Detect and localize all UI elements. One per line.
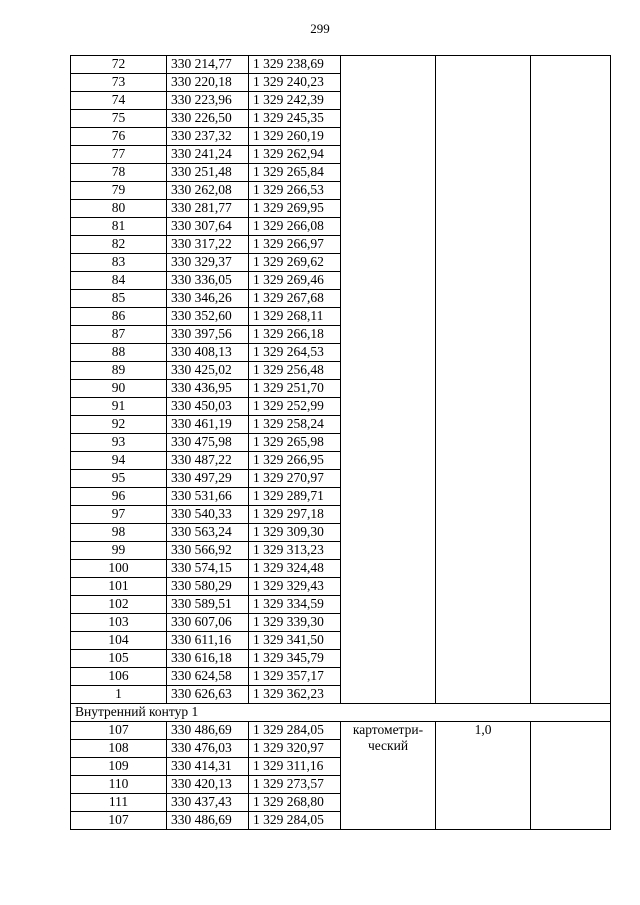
coordinate-y: 1 329 269,62 — [249, 254, 341, 272]
coordinate-y: 1 329 251,70 — [249, 380, 341, 398]
coordinate-x: 330 486,69 — [167, 812, 249, 830]
coordinate-x: 330 317,22 — [167, 236, 249, 254]
coordinate-y: 1 329 266,53 — [249, 182, 341, 200]
point-number: 93 — [71, 434, 167, 452]
point-number: 96 — [71, 488, 167, 506]
coordinate-x: 330 563,24 — [167, 524, 249, 542]
coordinate-x: 330 307,64 — [167, 218, 249, 236]
point-number: 79 — [71, 182, 167, 200]
coordinate-y: 1 329 309,30 — [249, 524, 341, 542]
point-number: 107 — [71, 812, 167, 830]
point-number: 90 — [71, 380, 167, 398]
coordinate-x: 330 336,05 — [167, 272, 249, 290]
coordinate-x: 330 414,31 — [167, 758, 249, 776]
coordinate-y: 1 329 313,23 — [249, 542, 341, 560]
coordinate-y: 1 329 265,84 — [249, 164, 341, 182]
coordinate-y: 1 329 324,48 — [249, 560, 341, 578]
coordinates-table — [70, 55, 611, 830]
point-number: 80 — [71, 200, 167, 218]
coordinate-x: 330 437,43 — [167, 794, 249, 812]
point-number: 109 — [71, 758, 167, 776]
coordinate-x: 330 475,98 — [167, 434, 249, 452]
coordinate-y: 1 329 242,39 — [249, 92, 341, 110]
description-cell — [531, 722, 611, 830]
coordinate-y: 1 329 284,05 — [249, 722, 341, 740]
coordinate-y: 1 329 357,17 — [249, 668, 341, 686]
coordinate-y: 1 329 329,43 — [249, 578, 341, 596]
coordinate-x: 330 476,03 — [167, 740, 249, 758]
point-number: 72 — [71, 56, 167, 74]
point-number: 104 — [71, 632, 167, 650]
coordinate-x: 330 487,22 — [167, 452, 249, 470]
coordinate-y: 1 329 266,18 — [249, 326, 341, 344]
coordinate-x: 330 281,77 — [167, 200, 249, 218]
coordinate-x: 330 540,33 — [167, 506, 249, 524]
coordinate-x: 330 220,18 — [167, 74, 249, 92]
coordinate-y: 1 329 341,50 — [249, 632, 341, 650]
coordinate-x: 330 626,63 — [167, 686, 249, 704]
coordinate-y: 1 329 297,18 — [249, 506, 341, 524]
point-number: 91 — [71, 398, 167, 416]
point-number: 99 — [71, 542, 167, 560]
point-number: 84 — [71, 272, 167, 290]
coordinate-y: 1 329 311,16 — [249, 758, 341, 776]
coordinate-y: 1 329 362,23 — [249, 686, 341, 704]
point-number: 97 — [71, 506, 167, 524]
coordinate-x: 330 214,77 — [167, 56, 249, 74]
coordinate-x: 330 589,51 — [167, 596, 249, 614]
point-number: 111 — [71, 794, 167, 812]
coordinate-y: 1 329 252,99 — [249, 398, 341, 416]
coordinate-y: 1 329 258,24 — [249, 416, 341, 434]
coordinate-x: 330 624,58 — [167, 668, 249, 686]
table-row — [71, 722, 611, 740]
point-number: 108 — [71, 740, 167, 758]
coordinate-x: 330 223,96 — [167, 92, 249, 110]
point-number: 77 — [71, 146, 167, 164]
coordinate-x: 330 420,13 — [167, 776, 249, 794]
point-number: 95 — [71, 470, 167, 488]
method-text-line1: картометри- — [352, 722, 424, 737]
coordinate-x: 330 450,03 — [167, 398, 249, 416]
point-number: 83 — [71, 254, 167, 272]
coordinate-x: 330 241,24 — [167, 146, 249, 164]
coordinate-y: 1 329 245,35 — [249, 110, 341, 128]
point-number: 87 — [71, 326, 167, 344]
coordinate-x: 330 566,92 — [167, 542, 249, 560]
point-number: 102 — [71, 596, 167, 614]
coordinate-y: 1 329 238,69 — [249, 56, 341, 74]
accuracy-cell: 1,0 — [436, 722, 531, 830]
point-number: 106 — [71, 668, 167, 686]
point-number: 88 — [71, 344, 167, 362]
coordinate-x: 330 531,66 — [167, 488, 249, 506]
inner-contour-title: Внутренний контур 1 — [71, 704, 611, 722]
coordinate-y: 1 329 273,57 — [249, 776, 341, 794]
point-number: 107 — [71, 722, 167, 740]
coordinate-y: 1 329 268,11 — [249, 308, 341, 326]
accuracy-cell — [436, 56, 531, 704]
point-number: 94 — [71, 452, 167, 470]
coordinate-x: 330 607,06 — [167, 614, 249, 632]
coordinate-y: 1 329 339,30 — [249, 614, 341, 632]
point-number: 86 — [71, 308, 167, 326]
method-cell — [341, 722, 436, 830]
coordinate-x: 330 226,50 — [167, 110, 249, 128]
point-number: 76 — [71, 128, 167, 146]
coordinates-table-body — [71, 56, 611, 830]
coordinate-y: 1 329 320,97 — [249, 740, 341, 758]
point-number: 82 — [71, 236, 167, 254]
point-number: 1 — [71, 686, 167, 704]
method-text-line2: ческий — [367, 738, 409, 753]
point-number: 101 — [71, 578, 167, 596]
coordinate-y: 1 329 260,19 — [249, 128, 341, 146]
coordinate-x: 330 461,19 — [167, 416, 249, 434]
coordinate-y: 1 329 269,95 — [249, 200, 341, 218]
coordinate-y: 1 329 269,46 — [249, 272, 341, 290]
coordinate-y: 1 329 265,98 — [249, 434, 341, 452]
coordinate-x: 330 397,56 — [167, 326, 249, 344]
coordinate-y: 1 329 262,94 — [249, 146, 341, 164]
coordinate-x: 330 237,32 — [167, 128, 249, 146]
coordinate-y: 1 329 334,59 — [249, 596, 341, 614]
coordinate-y: 1 329 267,68 — [249, 290, 341, 308]
coordinate-y: 1 329 345,79 — [249, 650, 341, 668]
coordinate-y: 1 329 264,53 — [249, 344, 341, 362]
coordinate-y: 1 329 266,97 — [249, 236, 341, 254]
point-number: 74 — [71, 92, 167, 110]
point-number: 73 — [71, 74, 167, 92]
point-number: 85 — [71, 290, 167, 308]
section-header-row — [71, 704, 611, 722]
point-number: 81 — [71, 218, 167, 236]
coordinate-x: 330 611,16 — [167, 632, 249, 650]
point-number: 78 — [71, 164, 167, 182]
point-number: 110 — [71, 776, 167, 794]
coordinate-x: 330 408,13 — [167, 344, 249, 362]
coordinate-x: 330 346,26 — [167, 290, 249, 308]
coordinate-y: 1 329 266,95 — [249, 452, 341, 470]
coordinate-x: 330 497,29 — [167, 470, 249, 488]
description-cell — [531, 56, 611, 704]
point-number: 100 — [71, 560, 167, 578]
coordinate-x: 330 352,60 — [167, 308, 249, 326]
coordinate-x: 330 574,15 — [167, 560, 249, 578]
coordinate-y: 1 329 256,48 — [249, 362, 341, 380]
coordinate-y: 1 329 284,05 — [249, 812, 341, 830]
point-number: 105 — [71, 650, 167, 668]
coordinate-x: 330 616,18 — [167, 650, 249, 668]
coordinate-x: 330 436,95 — [167, 380, 249, 398]
coordinate-y: 1 329 240,23 — [249, 74, 341, 92]
coordinate-x: 330 580,29 — [167, 578, 249, 596]
coordinate-x: 330 425,02 — [167, 362, 249, 380]
page-number: 299 — [310, 21, 330, 36]
coordinate-x: 330 329,37 — [167, 254, 249, 272]
point-number: 89 — [71, 362, 167, 380]
point-number: 75 — [71, 110, 167, 128]
coordinate-y: 1 329 289,71 — [249, 488, 341, 506]
coordinate-y: 1 329 270,97 — [249, 470, 341, 488]
point-number: 103 — [71, 614, 167, 632]
coordinate-x: 330 262,08 — [167, 182, 249, 200]
coordinate-x: 330 486,69 — [167, 722, 249, 740]
coordinate-x: 330 251,48 — [167, 164, 249, 182]
table-row — [71, 56, 611, 74]
coordinate-y: 1 329 266,08 — [249, 218, 341, 236]
method-cell — [341, 56, 436, 704]
point-number: 92 — [71, 416, 167, 434]
point-number: 98 — [71, 524, 167, 542]
coordinate-y: 1 329 268,80 — [249, 794, 341, 812]
